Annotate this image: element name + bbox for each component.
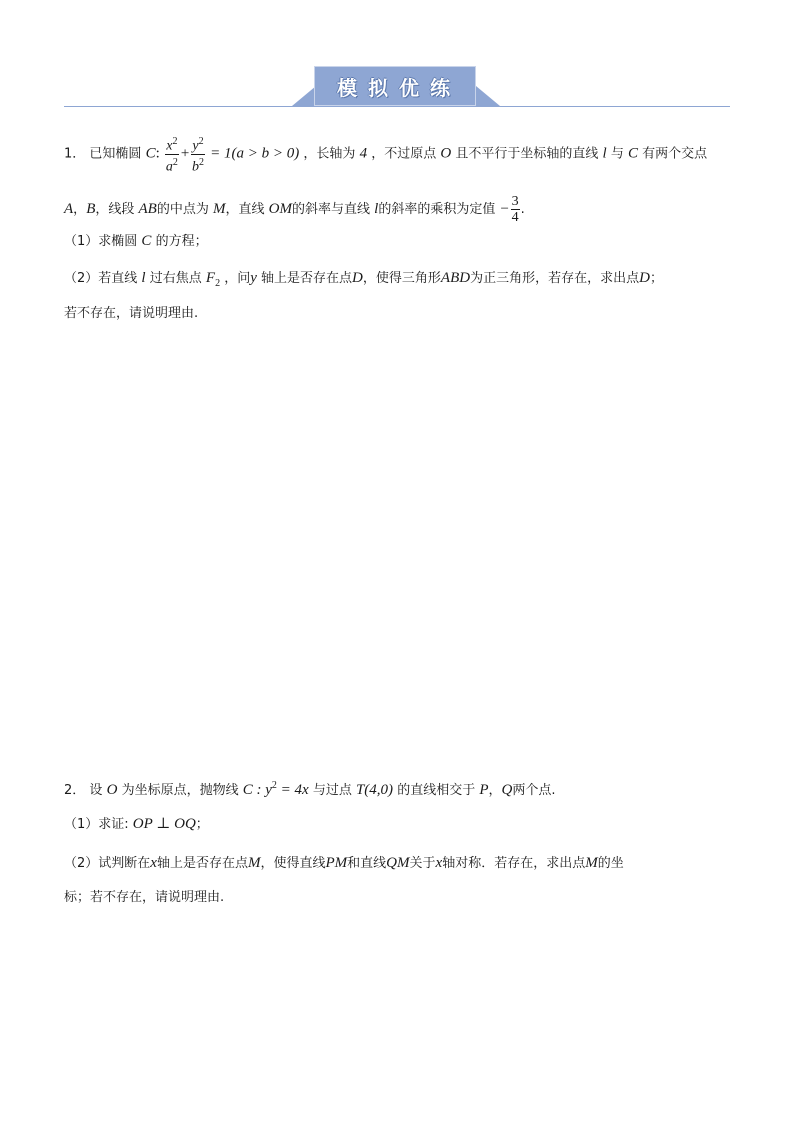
text: ，: [73, 202, 87, 217]
text: .: [520, 202, 525, 217]
text: 与: [610, 146, 624, 162]
fraction-y2-b2: $\frac{y^2}{b^2}$: [192, 136, 205, 175]
problem1-question2: [64, 268, 663, 294]
math-M: M: [213, 201, 226, 217]
text: 已知椭圆: [89, 146, 142, 162]
fraction-x2-a2: $\frac{x^2}{a^2}$: [165, 136, 178, 175]
math-D: D: [639, 270, 650, 286]
math-perpendicular: OP ⊥ OQ: [132, 816, 196, 832]
math-4: 4: [359, 145, 368, 162]
math-C: C: [141, 233, 152, 249]
text: （1）求椭圆: [64, 234, 138, 249]
text: 的方程；: [155, 234, 208, 249]
problem1-question2-cont: [64, 304, 198, 324]
problem-number: 1．: [64, 146, 86, 162]
math-parabola: C : $y^2 = 4x$: [242, 780, 309, 798]
math-C: C:: [145, 145, 160, 162]
text: 的直线相交于: [397, 783, 476, 798]
math-QM: QM: [386, 855, 410, 871]
math-O: O: [106, 782, 118, 798]
text: 与过点: [312, 783, 352, 798]
math-ABD: ABD: [440, 270, 471, 286]
text: 且不平行于坐标轴的直线: [455, 146, 599, 162]
math-l: l: [374, 201, 379, 217]
text: ，直线: [225, 202, 265, 217]
math-F2: $F_2$: [205, 270, 221, 289]
text: ；: [195, 817, 209, 832]
text: 有两个交点: [642, 146, 708, 162]
text: 和直线: [347, 856, 387, 871]
math-B: B: [86, 201, 96, 217]
math-D: D: [352, 270, 363, 286]
text: （1）求证:: [64, 817, 129, 832]
math-O: O: [440, 145, 452, 162]
math-y: y: [250, 270, 257, 286]
math-M: M: [247, 855, 261, 871]
section-title: 模拟优练: [337, 75, 461, 100]
text: 的坐: [597, 856, 624, 871]
fraction-3-4: $\frac{3}{4}$: [511, 194, 519, 225]
math-T: T(4,0): [355, 782, 394, 798]
text: 为坐标原点，抛物线: [121, 783, 239, 798]
problem2-question2: [64, 853, 624, 874]
text: ，: [488, 783, 502, 798]
text: 过右焦点: [149, 271, 202, 286]
math-Q: Q: [501, 782, 513, 798]
banner-left-wing: [292, 86, 316, 106]
header-rule: [64, 106, 730, 107]
problem2-question1: [64, 814, 209, 835]
problem2-line1: [64, 776, 556, 801]
math-A: A: [64, 201, 74, 217]
text: ，使得直线: [260, 856, 326, 871]
math-P: P: [479, 782, 489, 798]
problem-number: 2．: [64, 783, 86, 798]
math-minus: −: [499, 201, 510, 217]
text: ，不过原点: [371, 146, 437, 162]
math-PM: PM: [325, 855, 348, 871]
math-AB: AB: [138, 201, 157, 217]
math-condition: = 1(a > b > 0): [210, 145, 300, 162]
text: 标；若不存在，请说明理由.: [64, 890, 225, 905]
text: ，使得三角形: [362, 271, 441, 286]
banner-right-wing: [476, 86, 500, 106]
text: 轴上是否存在点: [261, 271, 353, 286]
text: ，问: [224, 271, 251, 286]
text: ，线段: [95, 202, 135, 217]
math-l: l: [141, 270, 146, 286]
problem1-line2: [64, 194, 525, 225]
problem2-question2-cont: [64, 888, 224, 908]
text: ，长轴为: [303, 146, 356, 162]
text: 若不存在，请说明理由.: [64, 306, 199, 321]
text: ；: [649, 271, 663, 286]
math-M: M: [585, 855, 598, 871]
text: 轴上是否存在点: [156, 856, 248, 871]
text: 设: [89, 783, 103, 798]
text: 的斜率与直线: [291, 202, 370, 217]
text: 轴对称．若存在，求出点: [442, 856, 586, 871]
section-banner: [314, 66, 476, 106]
math-OM: OM: [268, 201, 292, 217]
text: （2）若直线: [64, 271, 138, 286]
problem1-line1: 1． 已知椭圆 C: $\frac{x^2}{a^2}$ + $\frac{y^2}{b^2}$ = 1(a > b > 0) ，长轴为 4 ，不过原点 O 且不平行于坐标轴的直线 l 与 C 有两个交点: [64, 136, 708, 175]
text: 为正三角形，若存在，求出点: [470, 271, 640, 286]
text: 的斜率的乘积为定值: [378, 202, 496, 217]
math-C: C: [627, 145, 638, 162]
problem1-question1: [64, 231, 208, 252]
text: 两个点.: [512, 783, 556, 798]
text: 关于: [409, 856, 436, 871]
math-x: x: [435, 855, 443, 871]
math-x: x: [150, 855, 157, 871]
text: （2）试判断在: [64, 856, 151, 871]
math-l: l: [602, 145, 607, 162]
text: 的中点为: [156, 202, 209, 217]
